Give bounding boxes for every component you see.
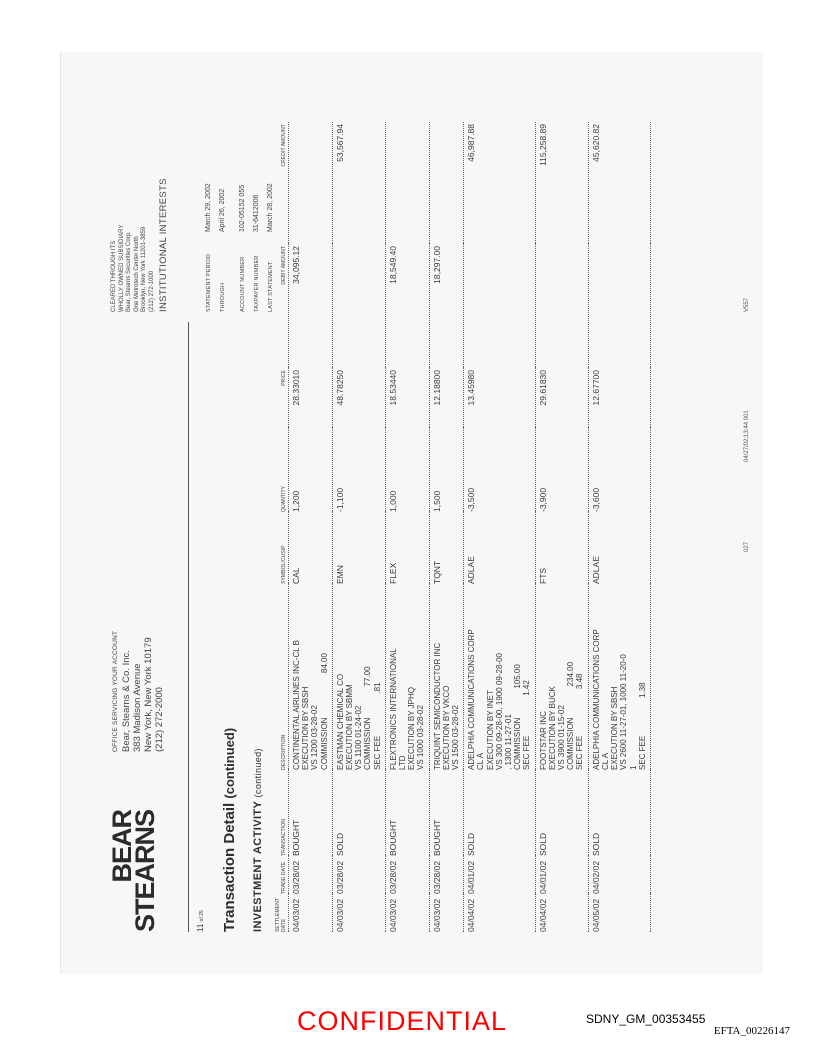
cell-description: FOOTSTAR INC EXECUTION BY BUCK VS 3900 01-15-02 COMMISSION 234.00 SEC FEE 3.48 [535, 584, 588, 770]
cell-symbol: FLEX [385, 512, 429, 584]
cell-credit-amount: 45,620.82 [588, 122, 650, 244]
clearing-line: One Metrotech Center North [133, 236, 140, 312]
cell-price: 28.33010 [289, 368, 333, 428]
efta-number: EFTA_00226147 [713, 1025, 790, 1037]
cell-symbol: FTS [535, 512, 588, 584]
cell-trade-date: 03/28/02 [289, 856, 333, 894]
cell-trade-date: 03/28/02 [429, 856, 464, 894]
cell-settlement-date: 04/04/02 [535, 894, 588, 932]
cell-transaction-type: BOUGHT [289, 770, 333, 856]
col-credit: CREDIT AMOUNT [281, 124, 287, 167]
cell-price: 48.78250 [332, 368, 385, 428]
cell-symbol: EMN [332, 512, 385, 584]
transactions-body [289, 122, 651, 932]
table-row [429, 122, 464, 932]
servicing-office [110, 631, 165, 752]
cell-symbol: TQNT [429, 512, 464, 584]
section-title [221, 728, 238, 932]
table-row [289, 122, 333, 932]
cell-quantity: -3,900 [535, 428, 588, 512]
logo-line2: STEARNS [130, 809, 160, 932]
cell-trade-date: 03/28/02 [332, 856, 385, 894]
cell-credit-amount [385, 122, 429, 244]
cell-debit-amount [588, 244, 650, 368]
cell-debit-amount: 34,095.12 [289, 244, 333, 368]
clearing-line: WHOLLY OWNED SUBSIDIARY [118, 224, 125, 312]
servicing-office-label: OFFICE SERVICING YOUR ACCOUNT [112, 630, 119, 752]
col-symbol: SYMBOL/CUSIP [281, 545, 287, 584]
cell-transaction-type: SOLD [332, 770, 385, 856]
table-row [588, 122, 650, 932]
cell-transaction-type: SOLD [588, 770, 650, 856]
cell-description: ADELPHIA COMMUNICATIONS CORP CL A EXECUTION BY INET VS 300 09-28-00, 1900 09-28-00 , 1300 11-27-01 COMMISSION 105.00 SEC FEE 1.42 [464, 584, 535, 770]
cell-trade-date: 03/28/02 [385, 856, 429, 894]
col-debit: DEBIT AMOUNT [281, 246, 287, 285]
cell-price: 12.67700 [588, 368, 650, 428]
cell-debit-amount [464, 244, 535, 368]
page-current: 11 [196, 923, 205, 932]
cell-transaction-type: BOUGHT [429, 770, 464, 856]
col-trade-date: TRADE DATE [281, 861, 287, 894]
col-description: DESCRIPTION [281, 734, 287, 770]
col-price: PRICE [281, 370, 287, 386]
through-label: THROUGH [220, 282, 226, 312]
scanned-page [60, 52, 763, 974]
account-info [202, 183, 278, 312]
statement-period: March 29, 2002 [205, 183, 212, 232]
cell-symbol: CAL [289, 512, 333, 584]
last-statement-label: LAST STATEMENT [268, 261, 274, 312]
cell-credit-amount [429, 122, 464, 244]
table-row [535, 122, 588, 932]
col-quantity: QUANTITY [281, 485, 287, 512]
cell-trade-date: 04/02/02 [588, 856, 650, 894]
institutional-interests: INSTITUTIONAL INTERESTS [158, 178, 169, 312]
table-row [385, 122, 429, 932]
transactions-table [275, 122, 653, 932]
cell-quantity: 1,500 [429, 428, 464, 512]
cell-description: FLEXTRONICS INTERNATIONAL LTD EXECUTION BY JPHQ VS 1000 03-28-02 [385, 584, 429, 770]
taxpayer-number: 31-6412006 [253, 194, 260, 232]
cell-symbol: ADLAE [464, 512, 535, 584]
table-row [332, 122, 385, 932]
cell-price: 13.45980 [464, 368, 535, 428]
statement-period-label: STATEMENT PERIOD [206, 253, 212, 312]
page-number [196, 910, 205, 932]
cell-trade-date: 04/01/02 [464, 856, 535, 894]
footer-code-left: 027 [744, 541, 750, 552]
cell-settlement-date: 04/03/02 [289, 894, 333, 932]
clearing-line: (212) 272-1000 [148, 270, 155, 312]
cell-price: 29.61830 [535, 368, 588, 428]
cell-transaction-type: SOLD [464, 770, 535, 856]
col-settlement-date: SETTLEMENT DATE [275, 898, 287, 932]
section-title-text: Transaction Detail [221, 802, 238, 932]
table-header [275, 122, 289, 932]
cell-debit-amount [332, 244, 385, 368]
cell-settlement-date: 04/03/02 [332, 894, 385, 932]
bear-stearns-logo [107, 809, 160, 932]
confidential-stamp: CONFIDENTIAL [297, 1006, 508, 1036]
office-line: New York, New York 10179 [143, 637, 154, 752]
cell-description: CONTINENTAL AIRLINES INC-CL B EXECUTION BY SBSH VS 1200 03-28-02 COMMISSION 84.00 [289, 584, 333, 770]
cell-credit-amount: 53,567.94 [332, 122, 385, 244]
statement-page [106, 97, 756, 932]
office-line: (212) 272-2000 [154, 687, 165, 752]
cell-transaction-type: BOUGHT [385, 770, 429, 856]
clearing-line: Brooklyn, New York 11201-3859 [141, 226, 147, 312]
subsection-title-continued: (continued) [253, 748, 263, 798]
cell-debit-amount: 18,549.40 [385, 244, 429, 368]
clearing-firm [111, 178, 168, 312]
cell-settlement-date: 04/04/02 [464, 894, 535, 932]
cell-debit-amount [535, 244, 588, 368]
cell-price: 12.18800 [429, 368, 464, 428]
bates-number: SDNY_GM_00353455 [586, 1012, 706, 1026]
cell-settlement-date: 04/03/02 [429, 894, 464, 932]
cell-price: 18.53440 [385, 368, 429, 428]
cell-settlement-date: 04/05/02 [588, 894, 650, 932]
cell-quantity: -3,500 [464, 428, 535, 512]
through-date: April 26, 2002 [219, 188, 226, 232]
page-total: of 25 [199, 910, 205, 922]
cell-description: EASTMAN CHEMICAL CO EXECUTION BY SBMM VS 1100 01-24-02 COMMISSION 77.00 SEC FEE .81 [332, 584, 385, 770]
logo-line1: BEAR [107, 809, 137, 883]
cell-quantity: 1,000 [385, 428, 429, 512]
cell-description: ADELPHIA COMMUNICATIONS CORP CL A EXECUTION BY SBSH VS 2600 11-27-01, 1000 11-20-0 1 SEC FEE 1.38 [588, 584, 650, 770]
office-line: 383 Madison Avenue [132, 663, 143, 752]
cell-symbol: ADLAE [588, 512, 650, 584]
col-transaction: TRANSACTION [281, 819, 287, 856]
taxpayer-number-label: TAXPAYER NUMBER [254, 255, 260, 312]
header-rule [188, 322, 189, 932]
last-statement: March 28, 2002 [267, 183, 274, 232]
cell-quantity: -1,100 [332, 428, 385, 512]
footer-timestamp: 04/27/02;13:44 001 [744, 410, 750, 462]
cell-trade-date: 04/01/02 [535, 856, 588, 894]
cell-credit-amount [289, 122, 333, 244]
cell-credit-amount: 46,987.88 [464, 122, 535, 244]
cell-quantity: -3,600 [588, 428, 650, 512]
cell-settlement-date: 04/03/02 [385, 894, 429, 932]
subsection-title-text: INVESTMENT ACTIVITY [252, 800, 264, 932]
cell-credit-amount: 115,258.89 [535, 122, 588, 244]
cell-transaction-type: SOLD [535, 770, 588, 856]
office-line: Bear, Stearns & Co. Inc. [121, 650, 132, 752]
account-number: 102-05152 055 [239, 184, 246, 232]
clearing-line: Bear, Stearns Securities Corp. [126, 231, 132, 312]
section-title-continued: (continued) [222, 727, 237, 799]
clearing-line: CLEARED THROUGH ITS [111, 240, 117, 312]
cell-quantity: 1,200 [289, 428, 333, 512]
subsection-title [252, 748, 264, 932]
table-row [464, 122, 535, 932]
footer-code-right: V557 [744, 297, 750, 312]
cell-debit-amount: 18,297.00 [429, 244, 464, 368]
cell-description: TRIQUINT SEMICONDUCTOR INC EXECUTION BY VKCO VS 1500 03-28-02 [429, 584, 464, 770]
account-number-label: ACCOUNT NUMBER [240, 256, 246, 312]
